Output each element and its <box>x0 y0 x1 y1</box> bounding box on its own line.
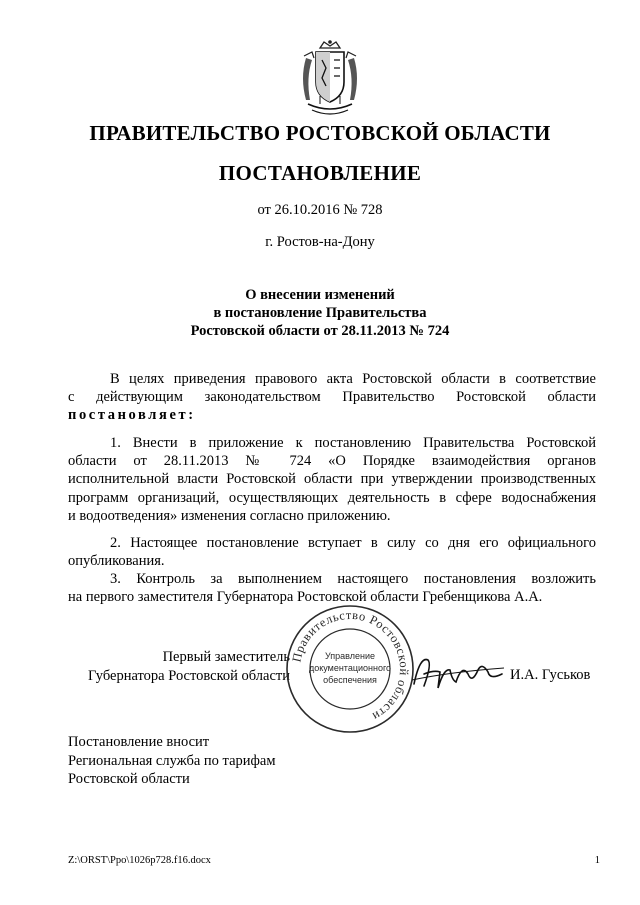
seal-inner-line: Управление <box>324 651 376 661</box>
organization-title: ПРАВИТЕЛЬСТВО РОСТОВСКОЙ ОБЛАСТИ <box>89 121 551 145</box>
item-line: 1. Внести в приложение к постановлению Правительства Ростовской <box>110 435 596 451</box>
coat-of-arms-icon <box>296 38 364 120</box>
item-2 <box>68 534 596 570</box>
official-seal <box>284 603 416 735</box>
submitted-by <box>68 733 276 789</box>
item-line: опубликования. <box>68 553 165 570</box>
seal-inner-line: обеспечения <box>323 675 377 685</box>
item-1 <box>68 434 596 525</box>
handwritten-signature <box>410 650 506 696</box>
submitted-line: Постановление вносит <box>68 734 210 750</box>
footer-file-path: Z:\ORST\Ppo\1026p728.f16.docx <box>68 855 211 866</box>
seal-ring-text: Правительство Ростовской области <box>289 607 412 724</box>
item-line: программ организаций, осуществляющих деятельность в сфере водоснабжения <box>68 489 596 506</box>
preamble-line: В целях приведения правового акта Ростовской области в соответствие <box>110 371 596 387</box>
decree-word: постановляет: <box>68 407 196 424</box>
seal-inner-line: документационного <box>308 663 392 673</box>
item-line: исполнительной власти Ростовской области при утверждении производственных <box>68 471 596 488</box>
city: г. Ростов-на-Дону <box>265 234 375 250</box>
position-line: Губернатора Ростовской области <box>87 667 290 684</box>
preamble-line: с действующим законодательством Правительство Ростовской области <box>68 389 596 406</box>
item-line: области от 28.11.2013 № 724 «О Порядке взаимодействия органов <box>68 453 596 470</box>
submitted-line: Региональная служба по тарифам <box>68 752 276 769</box>
page-number: 1 <box>594 855 600 866</box>
subject-line: Ростовской области от 28.11.2013 № 724 <box>190 323 450 339</box>
item-3 <box>68 570 596 606</box>
submitted-line: Ростовской области <box>68 771 190 787</box>
position-line: Первый заместитель <box>162 649 290 665</box>
subject-line: О внесении изменений <box>245 287 395 303</box>
preamble <box>68 370 596 425</box>
date-number: от 26.10.2016 № 728 <box>257 202 383 218</box>
document-subject <box>0 286 640 340</box>
subject-line: в постановление Правительства <box>213 305 427 321</box>
signatory-position <box>68 648 290 685</box>
item-line: на первого заместителя Губернатора Ростовской области Гребенщикова А.А. <box>68 589 543 606</box>
item-line: 2. Настоящее постановление вступает в силу со дня его официального <box>110 535 596 551</box>
item-line: 3. Контроль за выполнением настоящего постановления возложить <box>110 571 596 587</box>
item-line: и водоотведения» изменения согласно приложению. <box>68 507 391 524</box>
signatory-name: И.А. Гуськов <box>510 667 591 683</box>
document-type: ПОСТАНОВЛЕНИЕ <box>218 161 422 185</box>
